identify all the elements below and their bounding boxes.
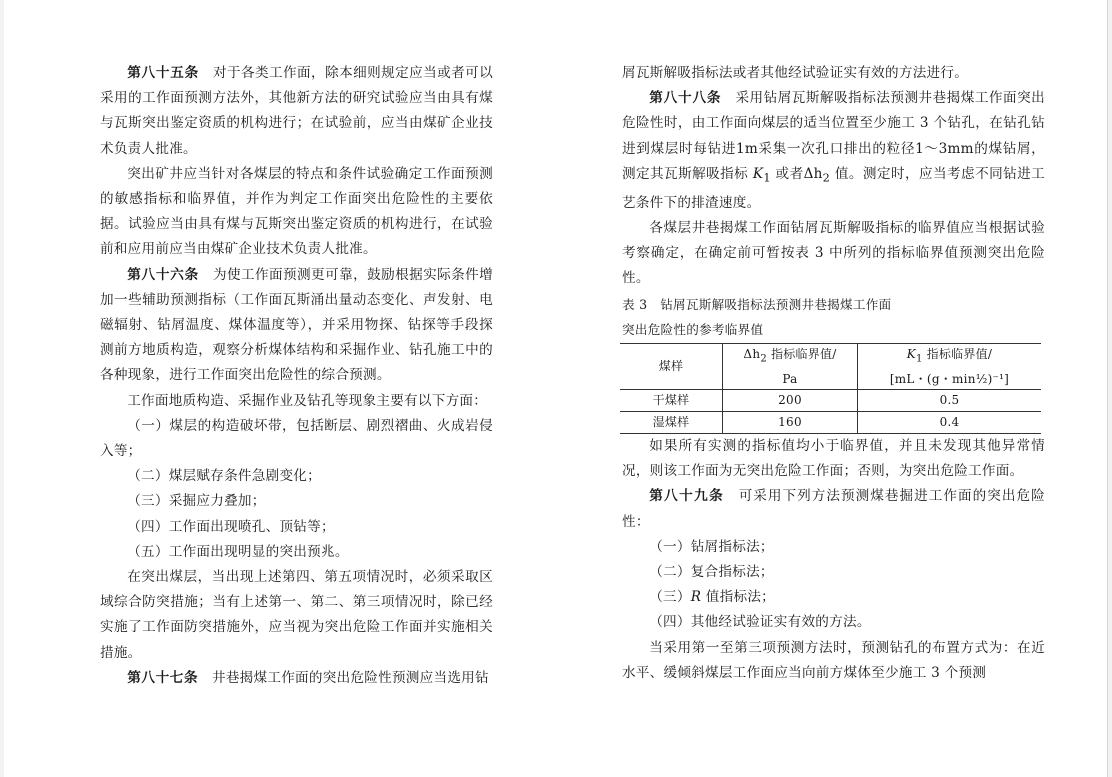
article-89-item-2: （二）复合指标法；	[649, 563, 774, 580]
header-dh2	[723, 343, 858, 389]
cell-sample: 湿煤样	[620, 411, 723, 433]
article-88-para-2: 各煤层井巷揭煤工作面钻屑瓦斯解吸指标的临界值应当根据试验考察确定，在确定前可暂按表 3 中所列的指标临界值预测突出危险性。	[622, 219, 1045, 287]
article-86	[100, 263, 493, 389]
left-column	[100, 61, 493, 691]
cell-k1: 0.4	[858, 411, 1042, 433]
header-dh2-label: 指标临界值/	[766, 346, 837, 361]
article-88-title: 第八十八条	[649, 90, 722, 107]
cell-sample: 干煤样	[620, 389, 723, 411]
table-row	[620, 411, 1041, 433]
cell-dh2: 200	[723, 389, 858, 411]
header-dh2-unit: Pa	[782, 371, 798, 386]
k1-symbol: K	[752, 165, 764, 182]
article-88-1m: 1m	[735, 140, 758, 157]
dh2-symbol: Δh	[803, 165, 823, 182]
cell-dh2: 160	[723, 411, 858, 433]
article-85	[100, 61, 493, 162]
article-87-text: 井巷揭煤工作面的突出危险性预测应当选用钻	[212, 669, 489, 686]
dh2-subscript: 2	[822, 170, 831, 185]
article-86-title: 第八十六条	[127, 266, 199, 283]
article-88-text-3: 的煤钻屑，测定其瓦斯解吸指标	[622, 140, 1046, 182]
article-86-item-3: （三）采掘应力叠加；	[127, 493, 266, 510]
article-89-item-1: （一）钻屑指标法；	[649, 538, 774, 555]
article-88-para-3: 如果所有实测的指标值均小于临界值，并且未发现其他异常情况，则该工作面为无突出危险工作面；否则，为突出危险工作面。	[622, 437, 1045, 480]
document-page	[4, 0, 1108, 777]
article-88	[622, 86, 1045, 216]
header-sample: 煤样	[620, 343, 723, 389]
header-k1-unit: [mL・(g・min½)⁻¹]	[889, 371, 1010, 386]
header-k1-sub: 1	[915, 352, 923, 364]
article-88-range: 1～3mm	[915, 140, 974, 157]
article-89-item-3-text: 值指标法；	[701, 589, 776, 606]
article-87-title: 第八十七条	[127, 669, 199, 686]
article-88-text-1: 采用钻屑瓦斯解吸指标法预测井巷揭煤工作面突出危险性时，由工作面向煤层的适当位置至少施工 3 个钻孔，在钻孔钻进到煤层时每钻进	[622, 90, 1046, 157]
article-86-para-3: 在突出煤层，当出现上述第四、第五项情况时，必须采取区域综合防突措施；当有上述第一、第二、第三项情况时，除已经实施了工作面防突措施外，应当视为突出危险工作面并实施相关措施。	[100, 569, 493, 661]
r-symbol: R	[690, 589, 702, 606]
header-k1-symbol: K	[906, 346, 916, 361]
table-row	[620, 389, 1041, 411]
article-86-text: 为使工作面预测更可靠，鼓励根据实际条件增加一些辅助预测指标（工作面瓦斯涌出量动态变化、声发射、电磁辐射、钻屑温度、煤体温度等），并采用物探、钻探等手段探测前方地质构造，观察分析煤体结构和采掘作业、钻孔施工中的各种现象，进行工作面突出危险性的综合预测。	[100, 266, 494, 384]
header-k1-label: 指标临界值/	[922, 346, 993, 361]
header-k1	[858, 343, 1042, 389]
table-header-row	[620, 343, 1041, 389]
article-86-item-4: （四）工作面出现喷孔、顶钻等；	[127, 518, 335, 535]
article-89-title: 第八十九条	[649, 488, 725, 505]
article-85-title: 第八十五条	[127, 65, 199, 81]
right-column	[622, 61, 1045, 686]
article-89-item-3-num: （三）	[649, 589, 691, 606]
article-88-text-2: 采集一次孔口排出的粒径	[758, 140, 916, 157]
article-88-text-4: 值。测定时，应当考虑不同钻进工艺条件下的排渣速度。	[622, 165, 1045, 211]
article-86-para-2: 工作面地质构造、采掘作业及钻孔等现象主要有以下方面：	[127, 392, 488, 409]
table-caption-line-2: 突出危险性的参考临界值	[622, 321, 764, 337]
article-85-para-2: 突出矿井应当针对各煤层的特点和条件试验确定工作面预测的敏感指标和临界值，并作为判定工作面突出危险性的主要依据。试验应当由具有煤与瓦斯突出鉴定资质的机构进行，在试验前和应用前应当由煤矿企业技术负责人批准。	[100, 165, 493, 258]
page-edge-line	[1107, 0, 1108, 777]
article-85-text: 对于各类工作面，除本细则规定应当或者可以采用的工作面预测方法外，其他新方法的研究试验应当由具有煤与瓦斯突出鉴定资质的机构进行；在试验前，应当由煤矿企业技术负责人批准。	[100, 65, 494, 157]
article-89-para-2: 当采用第一至第三项预测方法时，预测钻孔的布置方式为：在近水平、缓倾斜煤层工作面应当向前方煤体至少施工 3 个预测	[622, 639, 1045, 681]
header-dh2-symbol: Δh	[743, 346, 761, 361]
article-89	[622, 484, 1045, 534]
article-89-text: 可采用下列方法预测煤巷掘进工作面的突出危险性：	[622, 488, 1046, 530]
article-86-item-5: （五）工作面出现明显的突出预兆。	[127, 543, 349, 560]
article-87	[100, 666, 493, 691]
article-86-item-1: （一）煤层的构造破坏带，包括断层、剧烈褶曲、火成岩侵入等；	[100, 417, 493, 460]
article-87-continued: 屑瓦斯解吸指标法或者其他经试验证实有效的方法进行。	[622, 65, 969, 81]
critical-value-table	[620, 343, 1041, 434]
article-89-item-3	[622, 585, 1045, 610]
cell-k1: 0.5	[858, 389, 1042, 411]
table-caption-line-1: 表 3 钻屑瓦斯解吸指标法预测井巷揭煤工作面	[622, 296, 892, 312]
header-dh2-sub: 2	[760, 352, 767, 364]
article-89-item-4: （四）其他经试验证实有效的方法。	[649, 614, 871, 631]
k1-subscript: 1	[763, 170, 771, 185]
article-88-or: 或者	[775, 165, 804, 182]
article-86-item-2: （二）煤层赋存条件急剧变化；	[127, 468, 321, 485]
